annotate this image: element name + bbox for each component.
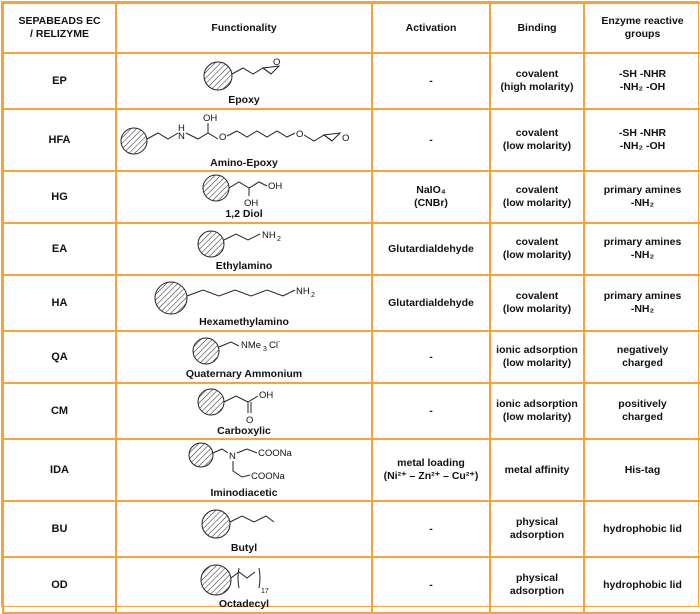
- activation-line: (Ni²⁺ – Zn²⁺ – Cu²⁺): [383, 470, 479, 482]
- qa-minus-label: -: [278, 339, 281, 346]
- octadecyl-structure: [199, 560, 289, 598]
- binding-line: (low molarity): [502, 357, 572, 369]
- activation-cell: -: [372, 557, 490, 613]
- groups-line: -SH -NHR: [618, 127, 667, 139]
- functionality-cell: [116, 331, 372, 383]
- header-groups: Enzyme reactive groups: [584, 3, 700, 53]
- od-17-label: 17: [261, 588, 269, 595]
- row-code: IDA: [3, 439, 116, 501]
- cm-oh-label: OH: [259, 390, 274, 401]
- table-row: [3, 223, 700, 275]
- groups-line: -NH₂: [630, 303, 655, 315]
- binding-line: (low molarity): [502, 411, 572, 423]
- binding-cell: [490, 383, 584, 439]
- groups-cell: [584, 171, 700, 223]
- groups-cell: [584, 331, 700, 383]
- ep-o-label: O: [273, 57, 281, 68]
- binding-line: (low molarity): [502, 303, 572, 315]
- quaternary-ammonium-structure: [189, 334, 299, 368]
- ida-n-label: N: [229, 451, 236, 462]
- groups-cell: [584, 275, 700, 331]
- activation-cell: -: [372, 53, 490, 109]
- binding-cell: metal affinity: [490, 439, 584, 501]
- header-code: SEPABEADS EC / RELIZYME: [3, 3, 116, 53]
- groups-line: primary amines: [603, 236, 682, 248]
- functionality-cell: [116, 557, 372, 613]
- binding-line: ionic adsorption: [496, 398, 578, 410]
- groups-cell: hydrophobic lid: [584, 501, 700, 557]
- groups-cell: His-tag: [584, 439, 700, 501]
- binding-line: covalent: [515, 127, 559, 139]
- ha-nh-label: NH: [296, 286, 310, 297]
- groups-line: charged: [622, 411, 663, 423]
- table-row: [3, 53, 700, 109]
- hfa-oh-label: OH: [203, 113, 218, 124]
- table-frame: [1, 1, 699, 610]
- functionality-name: Butyl: [230, 542, 258, 554]
- functionality-cell: [116, 501, 372, 557]
- hfa-h-label: H: [178, 123, 185, 134]
- table-row: [3, 109, 700, 171]
- activation-cell: -: [372, 383, 490, 439]
- functionality-name: Epoxy: [228, 94, 260, 106]
- header-functionality: Functionality: [116, 3, 372, 53]
- row-code: CM: [3, 383, 116, 439]
- activation-cell: Glutardialdehyde: [372, 223, 490, 275]
- iminodiacetic-structure: [184, 441, 304, 487]
- qa-subscript: 3: [263, 346, 267, 353]
- groups-cell: hydrophobic lid: [584, 557, 700, 613]
- groups-line: negatively: [616, 344, 669, 356]
- amino-epoxy-structure: [120, 111, 368, 157]
- row-code: BU: [3, 501, 116, 557]
- header-binding: Binding: [490, 3, 584, 53]
- binding-cell: [490, 109, 584, 171]
- cm-o-label: O: [246, 415, 254, 425]
- groups-line: -NH₂ -OH: [619, 81, 666, 93]
- groups-line: positively: [618, 398, 667, 410]
- hg-oh2-label: OH: [244, 198, 259, 208]
- ida-coona1-label: COONa: [258, 448, 292, 459]
- groups-line: -SH -NHR: [618, 68, 667, 80]
- functionality-name: Iminodiacetic: [210, 487, 278, 499]
- functionality-cell: [116, 171, 372, 223]
- hexamethylamino-structure: [149, 278, 339, 316]
- table-row: [3, 171, 700, 223]
- functionality-name: Carboxylic: [217, 425, 271, 437]
- binding-line: adsorption: [509, 585, 565, 597]
- binding-cell: [490, 331, 584, 383]
- functionality-name: Quaternary Ammonium: [185, 368, 303, 380]
- groups-line: -NH₂: [630, 197, 655, 209]
- binding-line: (low molarity): [502, 197, 572, 209]
- binding-line: (high molarity): [500, 81, 574, 93]
- functionality-name: Hexamethylamino: [199, 316, 289, 328]
- table-row: [3, 383, 700, 439]
- header-row: [3, 3, 700, 53]
- hfa-n-label: N: [178, 131, 185, 142]
- row-code: HG: [3, 171, 116, 223]
- binding-line: covalent: [515, 68, 559, 80]
- table-row: [3, 557, 700, 613]
- activation-cell: -: [372, 109, 490, 171]
- table-row: [3, 439, 700, 501]
- groups-cell: [584, 383, 700, 439]
- ha-subscript: 2: [311, 292, 315, 299]
- hg-oh1-label: OH: [268, 181, 283, 192]
- ea-nh-label: NH: [262, 230, 276, 241]
- functionality-cell: [116, 439, 372, 501]
- groups-line: -NH₂: [630, 249, 655, 261]
- binding-cell: [490, 223, 584, 275]
- binding-cell: [490, 171, 584, 223]
- hfa-o1-label: O: [219, 132, 227, 143]
- binding-cell: [490, 53, 584, 109]
- groups-line: charged: [622, 357, 663, 369]
- binding-line: physical: [515, 572, 559, 584]
- table-row: [3, 331, 700, 383]
- carboxylic-structure: [194, 385, 294, 425]
- groups-cell: [584, 53, 700, 109]
- activation-cell: -: [372, 331, 490, 383]
- functionality-cell: [116, 109, 372, 171]
- sepabeads-table: [2, 2, 700, 614]
- functionality-cell: [116, 383, 372, 439]
- activation-cell: -: [372, 501, 490, 557]
- table-row: [3, 501, 700, 557]
- functionality-name: Amino-Epoxy: [210, 157, 278, 169]
- functionality-name: 1,2 Diol: [225, 208, 263, 220]
- activation-line: NaIO₄: [416, 184, 446, 196]
- binding-cell: [490, 275, 584, 331]
- binding-line: (low molarity): [502, 249, 572, 261]
- functionality-cell: [116, 275, 372, 331]
- activation-line: (CNBr): [414, 197, 448, 209]
- activation-cell: Glutardialdehyde: [372, 275, 490, 331]
- binding-line: covalent: [515, 290, 559, 302]
- row-code: OD: [3, 557, 116, 613]
- activation-cell: [372, 439, 490, 501]
- binding-line: adsorption: [509, 529, 565, 541]
- groups-cell: [584, 109, 700, 171]
- row-code: EP: [3, 53, 116, 109]
- groups-cell: [584, 223, 700, 275]
- header-activation: Activation: [372, 3, 490, 53]
- functionality-cell: [116, 223, 372, 275]
- activation-cell: [372, 171, 490, 223]
- qa-cl-label: Cl: [269, 340, 278, 351]
- binding-cell: [490, 557, 584, 613]
- ida-coona2-label: COONa: [251, 471, 285, 482]
- hfa-o3-label: O: [342, 133, 350, 144]
- groups-line: primary amines: [603, 290, 682, 302]
- binding-line: covalent: [515, 236, 559, 248]
- epoxy-structure: [199, 56, 289, 94]
- groups-line: primary amines: [603, 184, 682, 196]
- hfa-o2-label: O: [296, 129, 304, 140]
- row-code: HA: [3, 275, 116, 331]
- diol-structure: [199, 174, 289, 208]
- butyl-structure: [199, 504, 289, 542]
- functionality-cell: [116, 53, 372, 109]
- table-row: [3, 275, 700, 331]
- binding-cell: [490, 501, 584, 557]
- binding-line: physical: [515, 516, 559, 528]
- binding-line: (low molarity): [502, 140, 572, 152]
- binding-line: covalent: [515, 184, 559, 196]
- functionality-name: Ethylamino: [215, 260, 273, 272]
- ea-subscript: 2: [277, 236, 281, 243]
- ethylamino-structure: [194, 226, 294, 260]
- activation-line: metal loading: [397, 457, 465, 469]
- row-code: QA: [3, 331, 116, 383]
- functionality-name: Octadecyl: [218, 598, 270, 610]
- groups-line: -NH₂ -OH: [619, 140, 666, 152]
- row-code: HFA: [3, 109, 116, 171]
- binding-line: ionic adsorption: [496, 344, 578, 356]
- qa-nme-label: NMe: [241, 340, 262, 351]
- row-code: EA: [3, 223, 116, 275]
